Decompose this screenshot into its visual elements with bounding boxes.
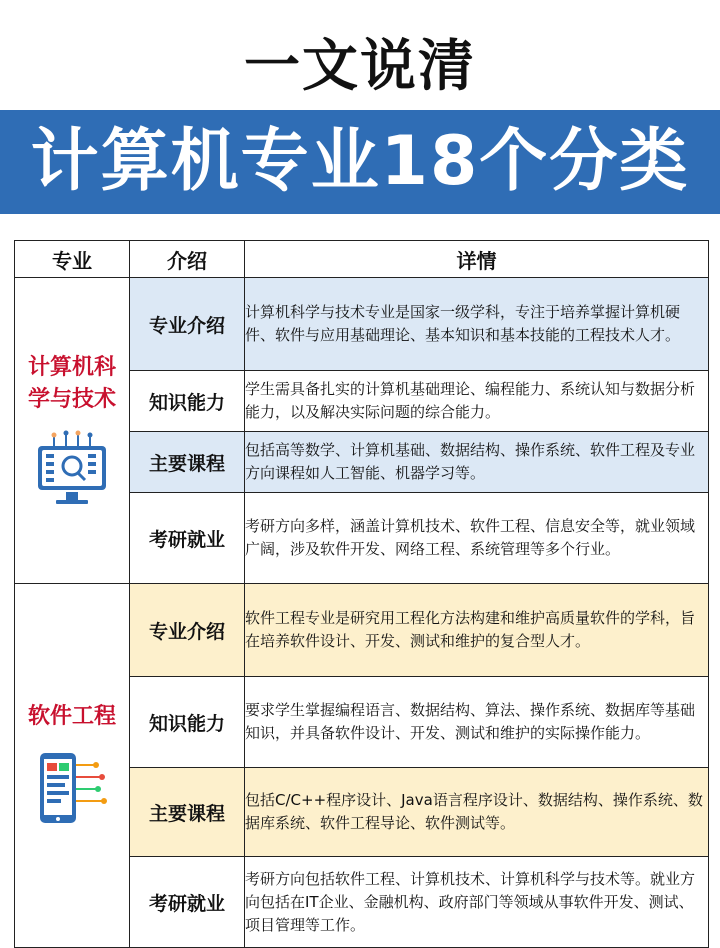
major-name-se: 软件工程 xyxy=(27,703,116,729)
title-banner xyxy=(0,110,720,214)
banner-text: 计算机专业18个分类 xyxy=(30,122,690,201)
row-detail: 考研方向多样，涵盖计算机技术、软件工程、信息安全等，就业领域广阔，涉及软件开发、网络工程、系统管理等多个行业。 xyxy=(245,493,709,584)
row-detail: 软件工程专业是研究用工程化方法构建和维护高质量软件的学科，旨在培养软件设计、开发、测试和维护的复合型人才。 xyxy=(245,584,709,677)
row-detail: 要求学生掌握编程语言、数据结构、算法、操作系统、数据库等基础知识，并具备软件设计、开发、测试和维护的实际操作能力。 xyxy=(245,677,709,768)
row-detail: 包括高等数学、计算机基础、数据结构、操作系统、软件工程及专业方向课程如人工智能、机器学习等。 xyxy=(245,432,709,493)
table-row xyxy=(15,584,709,677)
row-label: 主要课程 xyxy=(130,432,245,493)
row-label: 专业介绍 xyxy=(130,278,245,371)
page-title: 一文说清 xyxy=(244,34,476,99)
row-detail: 计算机科学与技术专业是国家一级学科，专注于培养掌握计算机硬件、软件与应用基础理论、基本知识和基本技能的工程技术人才。 xyxy=(245,278,709,371)
mobile-software-icon xyxy=(32,747,112,831)
row-label: 考研就业 xyxy=(130,493,245,584)
row-detail: 包括C/C++程序设计、Java语言程序设计、数据结构、操作系统、数据库系统、软件工程导论、软件测试等。 xyxy=(245,768,709,857)
table-header-row xyxy=(15,241,709,278)
major-cell-cs xyxy=(15,278,130,584)
row-detail: 考研方向包括软件工程、计算机技术、计算机科学与技术等。就业方向包括在IT企业、金融机构、政府部门等领域从事软件开发、测试、项目管理等工作。 xyxy=(245,857,709,948)
row-label: 主要课程 xyxy=(130,768,245,857)
header-intro: 介绍 xyxy=(130,241,245,278)
major-table xyxy=(14,240,709,948)
table-row xyxy=(15,278,709,371)
row-detail: 学生需具备扎实的计算机基础理论、编程能力、系统认知与数据分析能力，以及解决实际问题的综合能力。 xyxy=(245,371,709,432)
major-name-cs-line1: 计算机科 xyxy=(27,354,116,380)
major-name-cs xyxy=(15,352,129,416)
row-label: 专业介绍 xyxy=(130,584,245,677)
major-name-cs-line2: 学与技术 xyxy=(27,386,116,412)
computer-analysis-icon xyxy=(32,430,112,510)
header-detail: 详情 xyxy=(245,241,709,278)
header-major: 专业 xyxy=(15,241,130,278)
row-label: 知识能力 xyxy=(130,371,245,432)
major-cell-se xyxy=(15,584,130,948)
row-label: 知识能力 xyxy=(130,677,245,768)
row-label: 考研就业 xyxy=(130,857,245,948)
